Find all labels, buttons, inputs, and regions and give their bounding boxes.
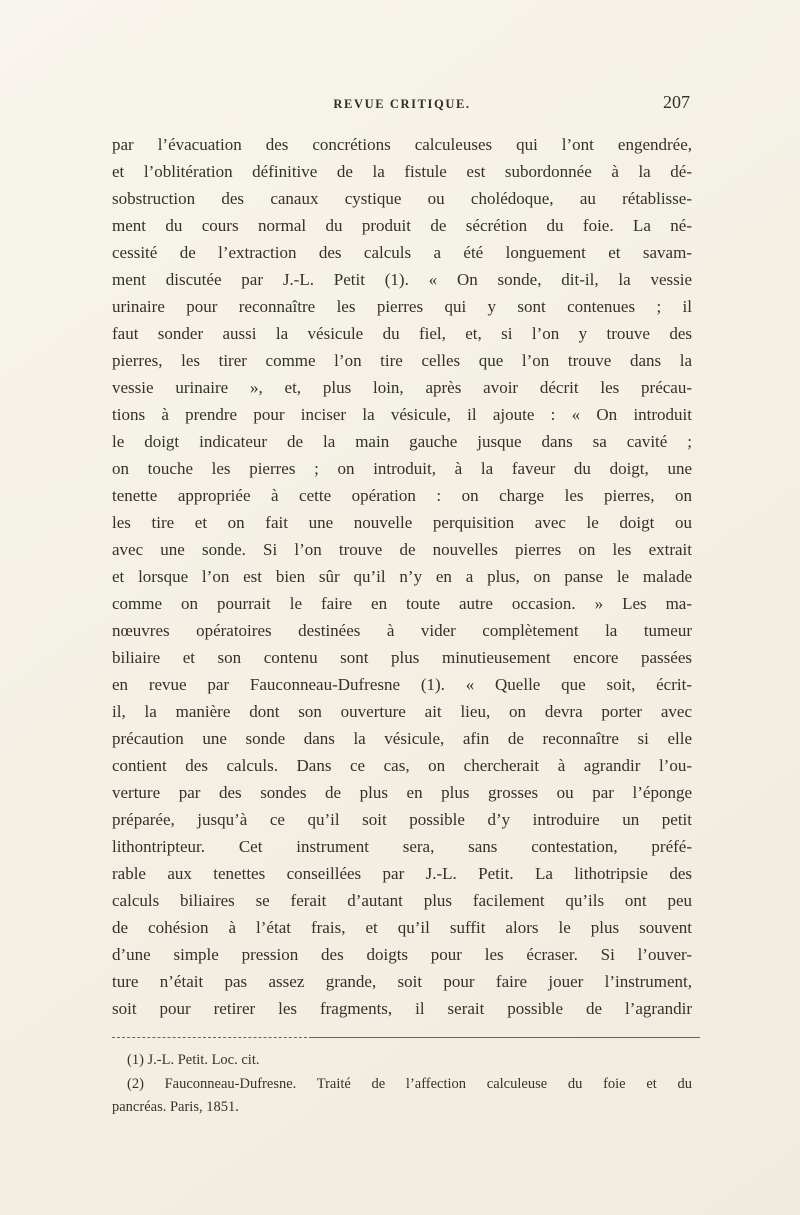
text-line: vessie urinaire », et, plus loin, après avoir décrit les précau- [112, 378, 692, 397]
text-line: comme on pourrait le faire en toute autre occasion. » Les ma- [112, 594, 692, 613]
text-line: contient des calculs. Dans ce cas, on chercherait à agrandir l’ou- [112, 756, 692, 775]
divider-dashed-segment [112, 1037, 312, 1038]
divider-solid-segment [312, 1037, 700, 1038]
text-line: avec une sonde. Si l’on trouve de nouvelles pierres on les extrait [112, 540, 692, 559]
footnote-divider [112, 1037, 700, 1038]
text-line: cessité de l’extraction des calculs a été longuement et savam- [112, 243, 692, 262]
text-line: on touche les pierres ; on introduit, à la faveur du doigt, une [112, 459, 692, 478]
page-number: 207 [663, 92, 690, 112]
footnotes [112, 1049, 692, 1120]
text-line: précaution une sonde dans la vésicule, afin de reconnaître si elle [112, 729, 692, 748]
text-line: soit pour retirer les fragments, il serait possible de l’agrandir [112, 999, 692, 1018]
text-line: rable aux tenettes conseillées par J.-L. Petit. La lithotripsie des [112, 864, 692, 883]
page-header [112, 94, 692, 114]
text-line: urinaire pour reconnaître les pierres qui y sont contenues ; il [112, 297, 692, 316]
running-title: REVUE CRITIQUE. [333, 97, 471, 111]
footnote-2-line-1: (2) Fauconneau-Dufresne. Traité de l’affection calculeuse du foie et du [127, 1075, 692, 1092]
footnote-1: (1) J.-L. Petit. Loc. cit. [127, 1052, 260, 1068]
text-line: ment du cours normal du produit de sécrétion du foie. La né- [112, 216, 692, 235]
body-text [112, 131, 692, 1022]
text-line: par l’évacuation des concrétions calculeuses qui l’ont engendrée, [112, 135, 692, 154]
text-line: lithontripteur. Cet instrument sera, sans contestation, préfé- [112, 837, 692, 856]
text-line: et l’oblitération définitive de la fistule est subordonnée à la dé- [112, 162, 692, 181]
text-line: tenette appropriée à cette opération : on charge les pierres, on [112, 486, 692, 505]
text-line: ture n’était pas assez grande, soit pour faire jouer l’instrument, [112, 972, 692, 991]
text-line: préparée, jusqu’à ce qu’il soit possible d’y introduire un petit [112, 810, 692, 829]
text-line: tions à prendre pour inciser la vésicule, il ajoute : « On introduit [112, 405, 692, 424]
text-line: le doigt indicateur de la main gauche jusque dans sa cavité ; [112, 432, 692, 451]
text-line: les tire et on fait une nouvelle perquisition avec le doigt ou [112, 513, 692, 532]
book-page [112, 94, 692, 1120]
text-line: verture par des sondes de plus en plus grosses ou par l’éponge [112, 783, 692, 802]
text-line: pierres, les tirer comme l’on tire celles que l’on trouve dans la [112, 351, 692, 370]
text-line: faut sonder aussi la vésicule du fiel, et, si l’on y trouve des [112, 324, 692, 343]
text-line: biliaire et son contenu sont plus minutieusement encore passées [112, 648, 692, 667]
text-line: et lorsque l’on est bien sûr qu’il n’y en a plus, on panse le malade [112, 567, 692, 586]
footnote-2-line-2: pancréas. Paris, 1851. [112, 1099, 239, 1115]
text-line: il, la manière dont son ouverture ait lieu, on devra porter avec [112, 702, 692, 721]
text-line: nœuvres opératoires destinées à vider complètement la tumeur [112, 621, 692, 640]
text-line: en revue par Fauconneau-Dufresne (1). « Quelle que soit, écrit- [112, 675, 692, 694]
text-line: sobstruction des canaux cystique ou cholédoque, au rétablisse- [112, 189, 692, 208]
text-line: ment discutée par J.-L. Petit (1). « On sonde, dit-il, la vessie [112, 270, 692, 289]
text-line: calculs biliaires se ferait d’autant plus facilement qu’ils ont peu [112, 891, 692, 910]
text-line: de cohésion à l’état frais, et qu’il suffit alors le plus souvent [112, 918, 692, 937]
text-line: d’une simple pression des doigts pour les écraser. Si l’ouver- [112, 945, 692, 964]
